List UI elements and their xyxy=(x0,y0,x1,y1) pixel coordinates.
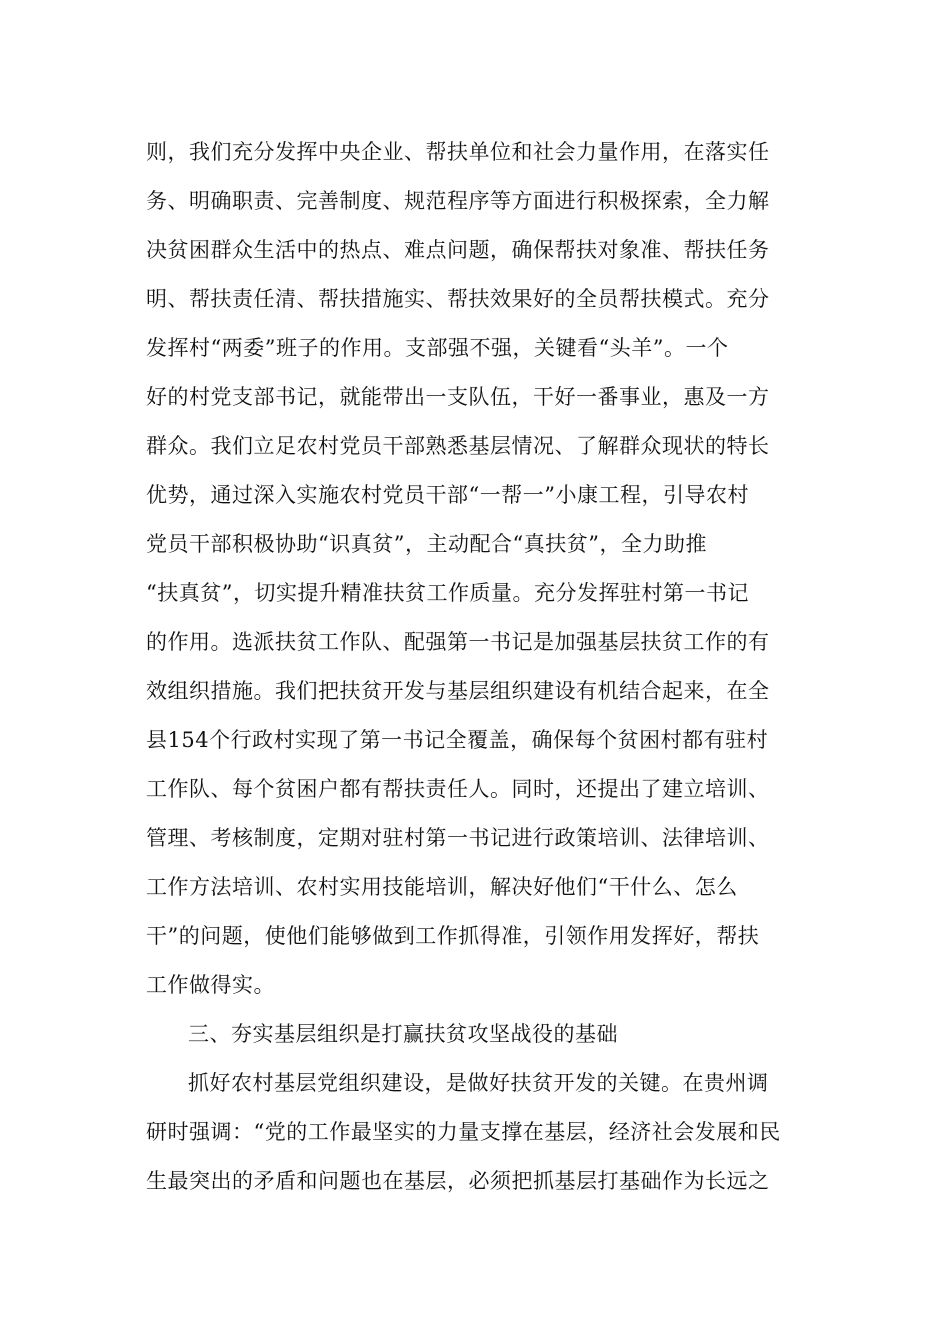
paragraph-line: “扶真贫”，切实提升精准扶贫工作质量。充分发挥驻村第一书记 xyxy=(146,581,749,605)
paragraph-line: 抓好农村基层党组织建设，是做好扶贫开发的关键。在贵州调 xyxy=(188,1071,769,1095)
paragraph-line: 的作用。选派扶贫工作队、配强第一书记是加强基层扶贫工作的有 xyxy=(146,630,770,654)
paragraph-line: 县154个行政村实现了第一书记全覆盖，确保每个贫困村都有驻村 xyxy=(146,728,769,752)
paragraph-line: 工作方法培训、农村实用技能培训，解决好他们“干什么、怎么 xyxy=(146,875,738,899)
paragraph-line: 效组织措施。我们把扶贫开发与基层组织建设有机结合起来，在全 xyxy=(146,679,770,703)
paragraph-line: 群众。我们立足农村党员干部熟悉基层情况、了解群众现状的特长 xyxy=(146,434,770,458)
paragraph-line: 务、明确职责、完善制度、规范程序等方面进行积极探索，全力解 xyxy=(146,189,770,213)
paragraph-line: 管理、考核制度，定期对驻村第一书记进行政策培训、法律培训、 xyxy=(146,826,770,850)
paragraph-line: 明、帮扶责任清、帮扶措施实、帮扶效果好的全员帮扶模式。充分 xyxy=(146,287,770,311)
paragraph-line: 好的村党支部书记，就能带出一支队伍，干好一番事业，惠及一方 xyxy=(146,385,770,409)
paragraph-line: 优势，通过深入实施农村党员干部“一帮一”小康工程，引导农村 xyxy=(146,483,749,507)
paragraph-line: 研时强调：“党的工作最坚实的力量支撑在基层，经济社会发展和民 xyxy=(146,1120,781,1144)
paragraph-line: 生最突出的矛盾和问题也在基层，必须把抓基层打基础作为长远之 xyxy=(146,1169,770,1193)
paragraph-line: 工作做得实。 xyxy=(146,973,275,997)
paragraph-line: 则，我们充分发挥中央企业、帮扶单位和社会力量作用，在落实任 xyxy=(146,140,770,164)
paragraph-line: 发挥村“两委”班子的作用。支部强不强，关键看“头羊”。一个 xyxy=(146,336,729,360)
paragraph-line: 决贫困群众生活中的热点、难点问题，确保帮扶对象准、帮扶任务 xyxy=(146,238,770,262)
paragraph-line: 党员干部积极协助“识真贫”，主动配合“真扶贫”，全力助推 xyxy=(146,532,707,556)
paragraph-line: 干”的问题，使他们能够做到工作抓得准，引领作用发挥好，帮扶 xyxy=(146,924,760,948)
section-heading: 三、夯实基层组织是打赢扶贫攻坚战役的基础 xyxy=(188,1022,618,1046)
paragraph-line: 工作队、每个贫困户都有帮扶责任人。同时，还提出了建立培训、 xyxy=(146,777,770,801)
